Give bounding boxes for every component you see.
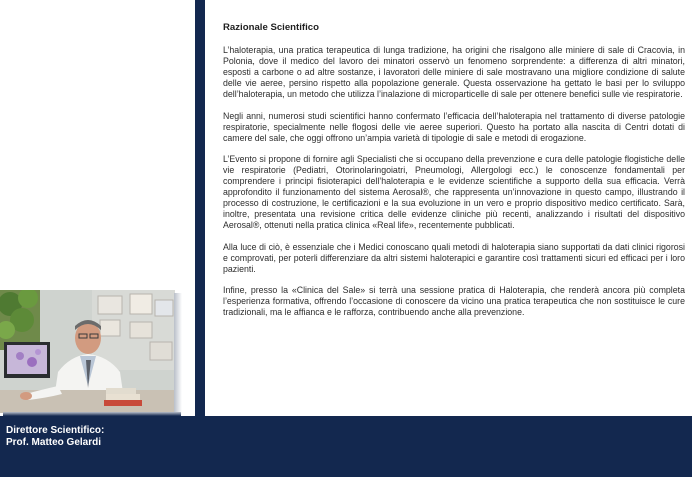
director-heading: Direttore Scientifico: xyxy=(6,425,105,436)
director-photo xyxy=(0,290,175,413)
photo-shadow xyxy=(174,293,182,415)
paragraph: Alla luce di ciò, è essenziale che i Medici conoscano quali metodi di haloterapia siano supportati da dati clinici rigorosi e comprovati, per poterli differenziare da altri sistemi haloterapici e garantire così trattamenti sicuri ed efficaci per i loro pazienti. xyxy=(223,241,685,274)
main-content xyxy=(223,22,685,328)
paragraph: Negli anni, numerosi studi scientifici hanno confermato l’efficacia dell’haloterapia nel trattamento di diverse patologie respiratorie, specialmente nelle flogosi delle vie aeree superiori. Questo ha portato alla nascita di Centri dotati di camere del sale, che oggi offrono un’ampia varietà di tipologie di sale e metodi di erogazione. xyxy=(223,110,685,143)
paragraph: Infine, presso la «Clinica del Sale» si terrà una sessione pratica di Haloterapia, che renderà ancora più completa l’esperienza formativa, offrendo l’occasione di conoscere da vicino una pratica terapeutica che non sostituisce le cure tradizionali, ma le affianca e le rafforza, contribuendo anche alla prevenzione. xyxy=(223,284,685,317)
director-caption xyxy=(6,425,104,449)
page-title: Razionale Scientifico xyxy=(223,22,319,33)
paragraph: L’Evento si propone di fornire agli Specialisti che si occupano della prevenzione e cura delle patologie flogistiche delle vie respiratorie (Pediatri, Otorinolaringoiatri, Pneumologi, Allergologi ecc.) le conoscenze fondamentali per comprendere i principi fisioterapici dell’haloterapia e le evidenze scientifiche a supporto della sua efficacia. Verrà approfondito il funzionamento del sistema Aerosal®, che rappresenta un’innovazione in questo campo, illustrando il processo di costruzione, le certificazioni e la sua evoluzione in un vero e proprio dispositivo medico certificato. Sarà, inoltre, presentata una revisione critica delle evidenze cliniche più recenti, analizzando i risultati del dispositivo Aerosal®, ottenuti nella pratica clinica «Real life», recentemente pubblicati. xyxy=(223,153,685,231)
paragraph: L’haloterapia, una pratica terapeutica di lunga tradizione, ha origini che risalgono alle miniere di sale di Cracovia, in Polonia, dove il medico del lavoro dei minatori osservò un fenomeno sorprendente: a differenza di altri minatori, esposti a carbone o ad altre sostanze, i lavoratori delle miniere di sale mostravano una migliore condizione di salute delle vie aeree, persino rispetto alla popolazione generale. Questa osservazione ha gettato le basi per lo sviluppo dell’haloterapia, un metodo che utilizza l’inalazione di microparticelle di sale per ottenere benefici sulle vie respiratorie. xyxy=(223,45,685,100)
director-name: Prof. Matteo Gelardi xyxy=(6,437,102,448)
vertical-divider-bar xyxy=(195,0,205,417)
